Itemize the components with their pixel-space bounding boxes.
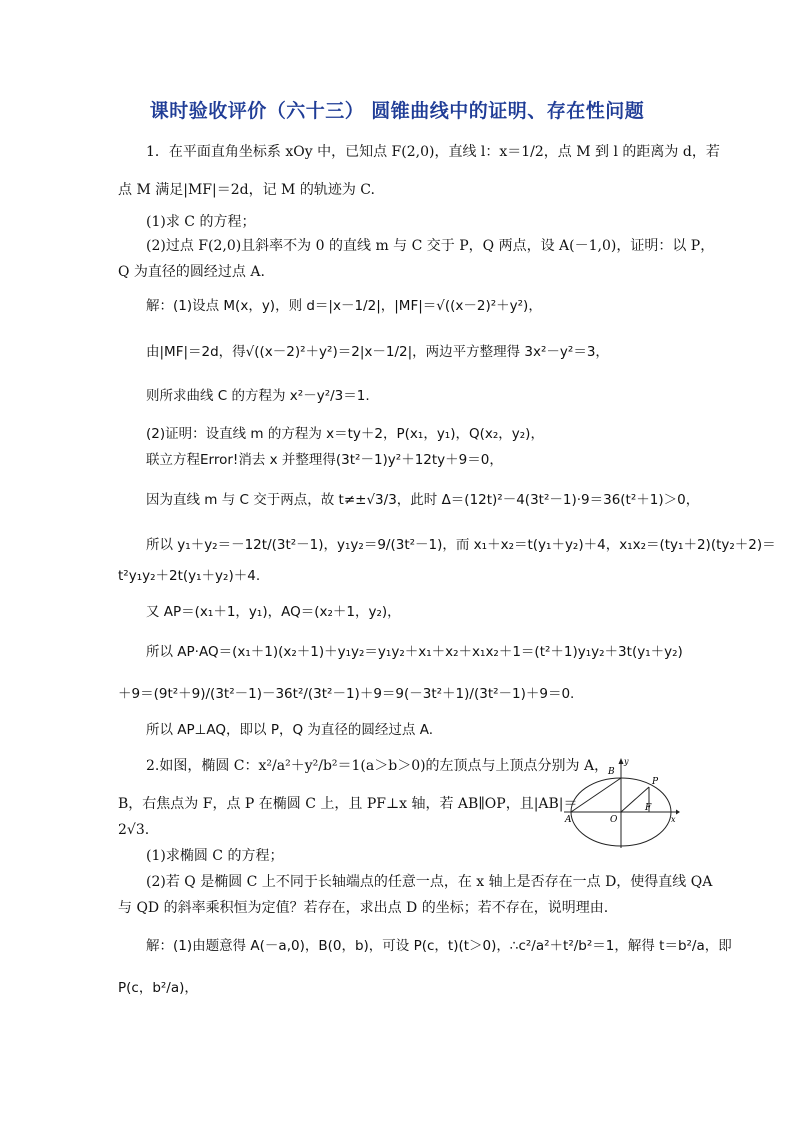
solution-2-line-2: P(c，b²/a)， [118, 980, 198, 996]
problem-2-part-1: (1)求椭圆 C 的方程； [146, 848, 284, 864]
problem-2-part-2-line-1: (2)若 Q 是椭圆 C 上不同于长轴端点的任意一点，在 x 轴上是否存在一点 D，使得直线 QA [146, 874, 713, 890]
solution-1-line-9: 又 AP＝(x₁＋1，y₁)，AQ＝(x₂＋1，y₂)， [146, 604, 401, 620]
solution-1-line-1: 解：(1)设点 M(x，y)，则 d＝|x－1/2|，|MF|＝√((x－2)²＋y²)， [146, 298, 542, 314]
problem-1-line-2: 点 M 满足|MF|＝2d，记 M 的轨迹为 C. [118, 182, 375, 198]
solution-1-line-4: (2)证明：设直线 m 的方程为 x＝ty＋2，P(x₁，y₁)，Q(x₂，y₂)， [146, 426, 544, 442]
problem-1-part-2-line-1: (2)过点 F(2,0)且斜率不为 0 的直线 m 与 C 交于 P，Q 两点，设 A(－1,0)，证明：以 P， [146, 238, 715, 254]
segment-ab [571, 778, 621, 812]
label-b: B [608, 767, 615, 777]
problem-2-line-3: 2√3. [118, 822, 150, 838]
x-axis-arrow [676, 810, 680, 815]
solution-1-line-5: 联立方程Error!消去 x 并整理得(3t²－1)y²＋12ty＋9＝0， [146, 452, 503, 468]
label-f: F [645, 803, 652, 813]
solution-1-line-11: ＋9＝(9t²＋9)/(3t²－1)－36t²/(3t²－1)＋9＝9(－3t²＋1)/(3t²－1)＋9＝0. [118, 686, 575, 702]
label-a: A [565, 815, 572, 825]
problem-1-line-1: 1．在平面直角坐标系 xOy 中，已知点 F(2,0)，直线 l：x＝1/2，点 M 到 l 的距离为 d，若 [146, 144, 720, 160]
problem-2-line-1: 2.如图，椭圆 C：x²/a²＋y²/b²＝1(a＞b＞0)的左顶点与上顶点分别为 A， [146, 758, 609, 774]
solution-1-line-7: 所以 y₁＋y₂＝－12t/(3t²－1)，y₁y₂＝9/(3t²－1)，而 x₁＋x₂＝t(y₁＋y₂)＋4，x₁x₂＝(ty₁＋2)(ty₂＋2)＝ [146, 537, 776, 553]
problem-1-part-2-line-2: Q 为直径的圆经过点 A. [118, 264, 265, 280]
page-title: 课时验收评价（六十三） 圆锥曲线中的证明、存在性问题 [149, 100, 645, 122]
solution-1-line-6: 因为直线 m 与 C 交于两点，故 t≠±√3/3，此时 Δ＝(12t)²－4(3t²－1)·9＝36(t²＋1)＞0， [146, 492, 700, 508]
label-x: x [671, 815, 676, 824]
solution-1-line-8: t²y₁y₂＋2t(y₁＋y₂)＋4. [118, 568, 261, 584]
ellipse-figure [564, 756, 680, 850]
problem-2-part-2-line-2: 与 QD 的斜率乘积恒为定值？若存在，求出点 D 的坐标；若不存在，说明理由. [118, 900, 609, 916]
label-o: O [610, 815, 618, 825]
label-p: P [652, 777, 659, 787]
solution-1-line-3: 则所求曲线 C 的方程为 x²－y²/3＝1. [146, 388, 370, 404]
solution-1-line-2: 由|MF|＝2d，得√((x－2)²＋y²)＝2|x－1/2|，两边平方整理得 3x²－y²＝3， [146, 344, 609, 360]
problem-1-part-1: (1)求 C 的方程； [146, 214, 256, 230]
label-y: y [624, 757, 629, 766]
solution-1-line-10: 所以 AP·AQ＝(x₁＋1)(x₂＋1)＋y₁y₂＝y₁y₂＋x₁＋x₂＋x₁x₂＋1＝(t²＋1)y₁y₂＋3t(y₁＋y₂) [146, 644, 683, 660]
problem-2-line-2: B，右焦点为 F，点 P 在椭圆 C 上，且 PF⊥x 轴，若 AB∥OP，且|AB|＝ [118, 796, 578, 812]
solution-2-line-1: 解：(1)由题意得 A(－a,0)，B(0，b)，可设 P(c，t)(t＞0)，∴c²/a²＋t²/b²＝1，解得 t＝b²/a，即 [146, 938, 732, 954]
y-axis-arrow [619, 758, 624, 764]
solution-1-line-12: 所以 AP⊥AQ，即以 P，Q 为直径的圆经过点 A. [146, 722, 433, 738]
